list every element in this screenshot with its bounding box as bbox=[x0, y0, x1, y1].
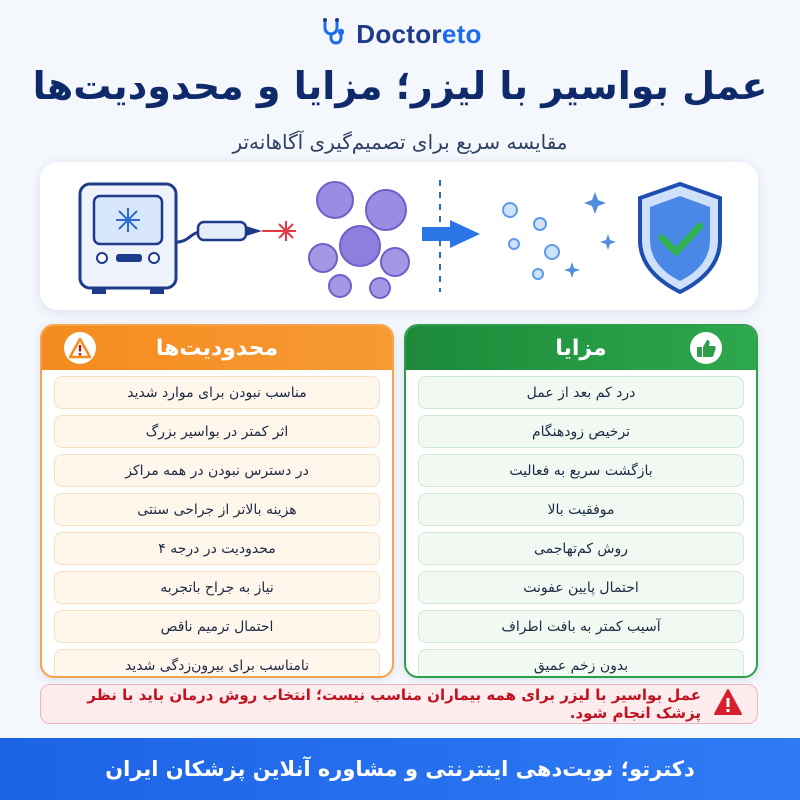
advantage-item: درد کم بعد از عمل bbox=[418, 376, 744, 409]
hero-illustration bbox=[40, 162, 758, 310]
limitation-item: اثر کمتر در بواسیر بزرگ bbox=[54, 415, 380, 448]
brand-logo bbox=[0, 14, 800, 54]
brand-name bbox=[356, 19, 481, 50]
advantage-item: روش کم‌تهاجمی bbox=[418, 532, 744, 565]
brand-name-part2: eto bbox=[441, 18, 482, 49]
limitation-item: مناسب نبودن برای موارد شدید bbox=[54, 376, 380, 409]
advantages-title: مزایا bbox=[555, 335, 607, 361]
advantages-header bbox=[406, 326, 756, 370]
limitation-item: در دسترس نبودن در همه مراکز bbox=[54, 454, 380, 487]
page-subtitle: مقایسه سریع برای تصمیم‌گیری آگاهانه‌تر bbox=[232, 130, 568, 154]
brand-name-part1: Doctor bbox=[356, 18, 442, 49]
advantages-card bbox=[404, 324, 758, 678]
advantage-item: موفقیت بالا bbox=[418, 493, 744, 526]
page-title: عمل بواسیر با لیزر؛ مزایا و محدودیت‌ها bbox=[32, 64, 768, 108]
cells-icon bbox=[309, 182, 409, 298]
advantage-item: بدون زخم عمیق bbox=[418, 649, 744, 678]
warning-banner bbox=[40, 684, 758, 724]
warning-text: عمل بواسیر با لیزر برای همه بیماران مناسب نیست؛ انتخاب روش درمان باید با نظر پزشک انجام شود. bbox=[87, 686, 701, 722]
advantage-item: احتمال پایین عفونت bbox=[418, 571, 744, 604]
shield-check-icon bbox=[640, 184, 720, 292]
clean-particles-icon bbox=[503, 192, 616, 279]
advantage-item: ترخیص زودهنگام bbox=[418, 415, 744, 448]
limitations-header bbox=[42, 326, 392, 370]
advantage-item: بازگشت سریع به فعالیت bbox=[418, 454, 744, 487]
alert-triangle-icon bbox=[713, 688, 743, 720]
advantage-item: آسیب کمتر به بافت اطراف bbox=[418, 610, 744, 643]
limitation-item: نامناسب برای بیرون‌زدگی شدید bbox=[54, 649, 380, 678]
limitation-item: محدودیت در درجه ۴ bbox=[54, 532, 380, 565]
arrow-right-icon bbox=[422, 220, 480, 248]
laser-device-icon bbox=[80, 184, 296, 294]
stethoscope-icon bbox=[318, 17, 348, 51]
limitation-item: هزینه بالاتر از جراحی سنتی bbox=[54, 493, 380, 526]
limitation-item: نیاز به جراح باتجربه bbox=[54, 571, 380, 604]
footer-banner bbox=[0, 738, 800, 800]
limitations-title: محدودیت‌ها bbox=[155, 335, 279, 361]
footer-text: دکترتو؛ نوبت‌دهی اینترنتی و مشاوره آنلاین پزشکان ایران bbox=[105, 757, 695, 781]
limitations-card bbox=[40, 324, 394, 678]
limitation-item: احتمال ترمیم ناقص bbox=[54, 610, 380, 643]
warning-icon bbox=[64, 332, 96, 364]
thumbs-up-icon bbox=[690, 332, 722, 364]
